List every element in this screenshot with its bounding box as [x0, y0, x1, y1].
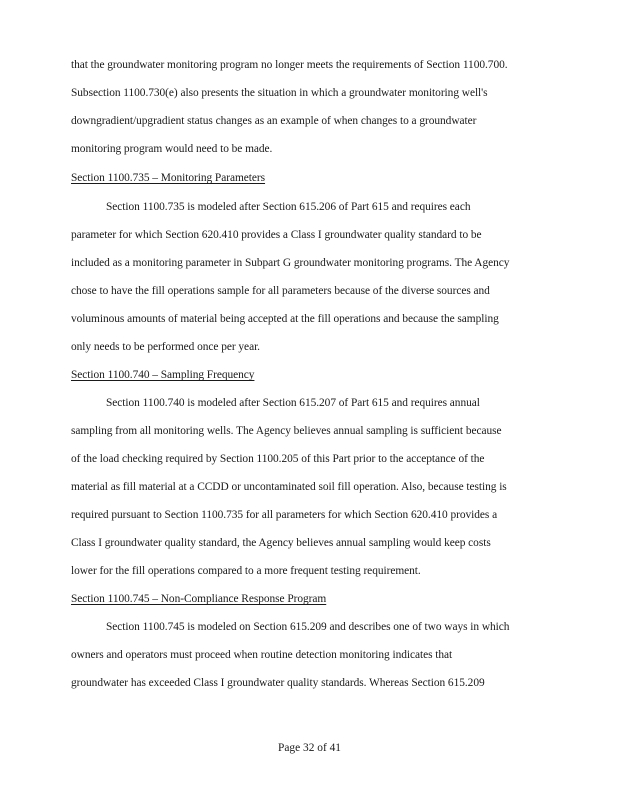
paragraph-line: downgradient/upgradient status changes as an example of when changes to a groundwater — [71, 115, 477, 127]
paragraph-line: required pursuant to Section 1100.735 for all parameters for which Section 620.410 provides a — [71, 509, 498, 521]
paragraph-line: owners and operators must proceed when routine detection monitoring indicates that — [71, 649, 453, 661]
paragraph-line: Section 1100.740 is modeled after Section 615.207 of Part 615 and requires annual — [106, 397, 480, 409]
paragraph-line: groundwater has exceeded Class I groundwater quality standards. Whereas Section 615.209 — [71, 677, 485, 689]
paragraph-line: Class I groundwater quality standard, the Agency believes annual sampling would keep costs — [71, 537, 491, 549]
paragraph-line: voluminous amounts of material being accepted at the fill operations and because the sampling — [71, 313, 499, 325]
paragraph-line: monitoring program would need to be made. — [71, 143, 273, 155]
paragraph-line: only needs to be performed once per year. — [71, 341, 260, 353]
paragraph-line: that the groundwater monitoring program no longer meets the requirements of Section 1100.700. — [71, 59, 508, 71]
paragraph-line: of the load checking required by Section 1100.205 of this Part prior to the acceptance of the — [71, 453, 485, 465]
section-heading-1100-735: Section 1100.735 – Monitoring Parameters — [71, 172, 266, 184]
paragraph-line: chose to have the fill operations sample for all parameters because of the diverse sources and — [71, 285, 490, 297]
paragraph-line: Section 1100.745 is modeled on Section 615.209 and describes one of two ways in which — [106, 621, 510, 633]
paragraph-line: Section 1100.735 is modeled after Section 615.206 of Part 615 and requires each — [106, 201, 471, 213]
paragraph-line: sampling from all monitoring wells. The Agency believes annual sampling is sufficient because — [71, 425, 502, 437]
paragraph-line: parameter for which Section 620.410 provides a Class I groundwater quality standard to be — [71, 229, 482, 241]
paragraph-line: Subsection 1100.730(e) also presents the situation in which a groundwater monitoring well's — [71, 87, 488, 99]
paragraph-line: lower for the fill operations compared to a more frequent testing requirement. — [71, 565, 421, 577]
section-heading-1100-740: Section 1100.740 – Sampling Frequency — [71, 369, 255, 381]
page-number: Page 32 of 41 — [278, 742, 341, 754]
section-heading-1100-745: Section 1100.745 – Non-Compliance Response Program — [71, 593, 327, 605]
paragraph-line: material as fill material at a CCDD or uncontaminated soil fill operation. Also, because testing is — [71, 481, 507, 493]
paragraph-line: included as a monitoring parameter in Subpart G groundwater monitoring programs. The Agency — [71, 257, 510, 269]
